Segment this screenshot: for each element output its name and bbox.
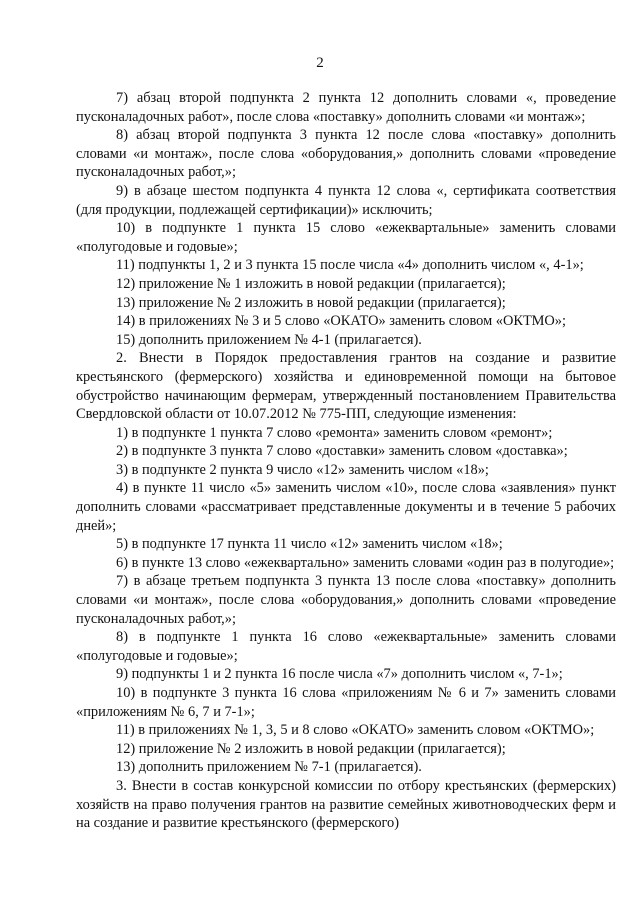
paragraph: 12) приложение № 1 изложить в новой редакции (прилагается); xyxy=(116,275,506,292)
paragraph: 4) в пункте 11 число «5» заменить числом «10», после слова «заявления» пункт дополнить словами «рассматривает представленные документы и в течение 5 рабочих дней»; xyxy=(76,480,616,534)
paragraph: 1) в подпункте 1 пункта 7 слово «ремонта» заменить словом «ремонт»; xyxy=(116,424,553,441)
paragraph: 11) подпункты 1, 2 и 3 пункта 15 после числа «4» дополнить числом «, 4-1»; xyxy=(116,257,584,274)
paragraph: 6) в пункте 13 слово «ежеквартально» заменить словами «один раз в полугодие»; xyxy=(116,554,615,571)
paragraph: 2) в подпункте 3 пункта 7 слово «доставки» заменить словом «доставка»; xyxy=(116,443,568,460)
paragraph: 13) дополнить приложением № 7-1 (прилагается). xyxy=(116,759,422,776)
paragraph: 3) в подпункте 2 пункта 9 число «12» заменить числом «18»; xyxy=(116,461,489,478)
paragraph: 13) приложение № 2 изложить в новой редакции (прилагается); xyxy=(116,294,506,311)
page-number: 2 xyxy=(316,55,324,71)
paragraph: 10) в подпункте 1 пункта 15 слово «ежеквартальные» заменить словами «полугодовые и годовые»; xyxy=(76,220,616,255)
paragraph: 12) приложение № 2 изложить в новой редакции (прилагается); xyxy=(116,740,506,757)
paragraph: 9) в абзаце шестом подпункта 4 пункта 12 слова «, сертификата соответствия (для продукции, подлежащей сертификации)» исключить; xyxy=(76,182,616,218)
paragraph: 2. Внести в Порядок предоставления грантов на создание и развитие крестьянского (фермерского) хозяйства и единовременной помощи на бытовое обустройство начинающим фермерам, утвержденный постановлением Правительства Свердловской области от 10.07.2012 № 775-ПП, следующие изменения: xyxy=(76,350,616,423)
document-body xyxy=(76,89,616,833)
paragraph: 11) в приложениях № 1, 3, 5 и 8 слово «ОКАТО» заменить словом «ОКТМО»; xyxy=(116,722,595,739)
paragraph: 10) в подпункте 3 пункта 16 слова «приложениям № 6 и 7» заменить словами «приложениям № 6, 7 и 7-1»; xyxy=(76,685,616,720)
paragraph: 14) в приложениях № 3 и 5 слово «ОКАТО» заменить словом «ОКТМО»; xyxy=(116,313,566,330)
paragraph: 15) дополнить приложением № 4-1 (прилагается). xyxy=(116,331,422,348)
paragraph: 5) в подпункте 17 пункта 11 число «12» заменить числом «18»; xyxy=(116,536,503,553)
paragraph: 3. Внести в состав конкурсной комиссии по отбору крестьянских (фермерских) хозяйств на право получения грантов на развитие семейных животноводческих ферм и на создание и развитие крестьянского (фермерского) xyxy=(76,777,616,832)
paragraph: 7) в абзаце третьем подпункта 3 пункта 13 после слова «поставку» дополнить словами «и монтаж», после слова «оборудования,» дополнить словами «проведение пусконаладочных работ,»; xyxy=(76,573,616,627)
paragraph: 8) в подпункте 1 пункта 16 слово «ежеквартальные» заменить словами «полугодовые и годовые»; xyxy=(76,629,616,664)
paragraph: 8) абзац второй подпункта 3 пункта 12 после слова «поставку» дополнить словами «и монтаж», после слова «оборудования,» дополнить словами «проведение пусконаладочных работ,»; xyxy=(76,127,616,181)
paragraph: 7) абзац второй подпункта 2 пункта 12 дополнить словами «, проведение пусконаладочных работ», после слова «поставку» дополнить словами «и монтаж»; xyxy=(76,90,616,125)
paragraph: 9) подпункты 1 и 2 пункта 16 после числа «7» дополнить числом «, 7-1»; xyxy=(116,666,563,683)
